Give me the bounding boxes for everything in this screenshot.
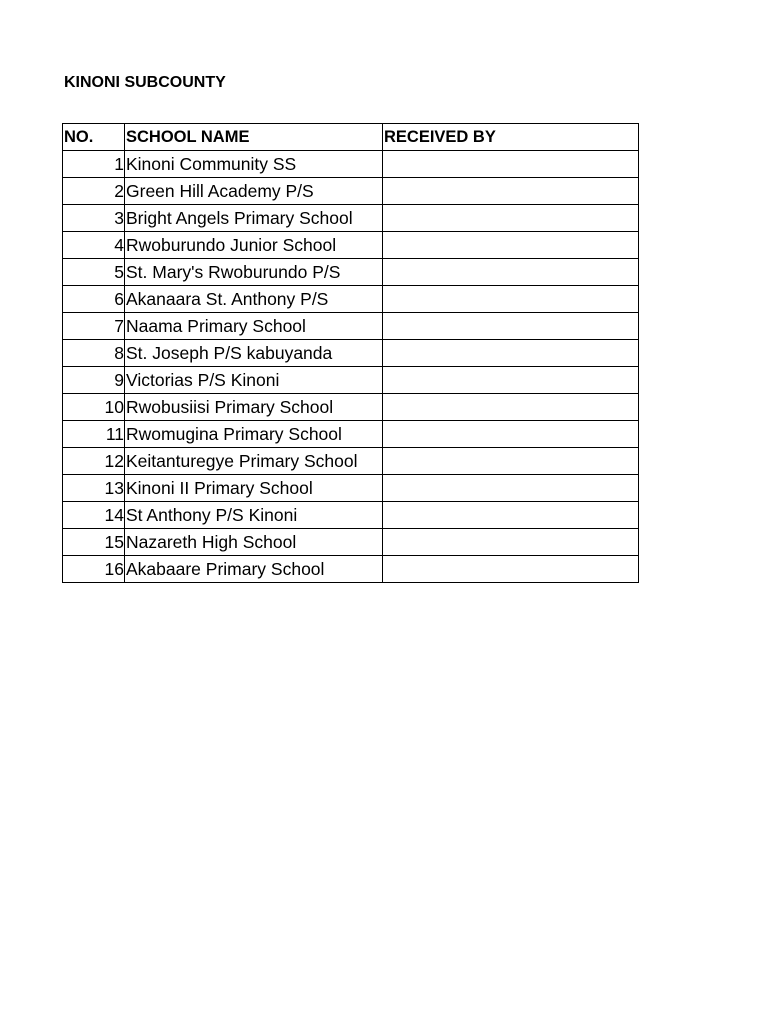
school-name-cell: Rwoburundo Junior School xyxy=(125,232,383,259)
table-body xyxy=(63,151,639,583)
row-number: 14 xyxy=(63,502,125,529)
row-number: 13 xyxy=(63,475,125,502)
received-by-cell[interactable] xyxy=(383,394,639,421)
school-name-cell: St. Joseph P/S kabuyanda xyxy=(125,340,383,367)
table-row xyxy=(63,367,639,394)
table-row xyxy=(63,259,639,286)
row-number: 6 xyxy=(63,286,125,313)
table-row xyxy=(63,502,639,529)
received-by-cell[interactable] xyxy=(383,502,639,529)
page-title: KINONI SUBCOUNTY xyxy=(64,74,226,91)
row-number: 9 xyxy=(63,367,125,394)
row-number: 8 xyxy=(63,340,125,367)
header-received-by: RECEIVED BY xyxy=(383,124,639,151)
received-by-cell[interactable] xyxy=(383,259,639,286)
table-row xyxy=(63,151,639,178)
table-row xyxy=(63,421,639,448)
received-by-cell[interactable] xyxy=(383,448,639,475)
school-name-cell: Kinoni II Primary School xyxy=(125,475,383,502)
received-by-cell[interactable] xyxy=(383,286,639,313)
row-number: 4 xyxy=(63,232,125,259)
received-by-cell[interactable] xyxy=(383,313,639,340)
received-by-cell[interactable] xyxy=(383,367,639,394)
table-row xyxy=(63,556,639,583)
header-school-name: SCHOOL NAME xyxy=(125,124,383,151)
school-name-cell: Green Hill Academy P/S xyxy=(125,178,383,205)
table-row xyxy=(63,340,639,367)
row-number: 16 xyxy=(63,556,125,583)
row-number: 12 xyxy=(63,448,125,475)
school-name-cell: Victorias P/S Kinoni xyxy=(125,367,383,394)
table-row xyxy=(63,205,639,232)
row-number: 2 xyxy=(63,178,125,205)
table-row xyxy=(63,313,639,340)
school-name-cell: St Anthony P/S Kinoni xyxy=(125,502,383,529)
header-no: NO. xyxy=(63,124,125,151)
school-name-cell: Nazareth High School xyxy=(125,529,383,556)
row-number: 5 xyxy=(63,259,125,286)
school-name-cell: Keitanturegye Primary School xyxy=(125,448,383,475)
school-name-cell: Akabaare Primary School xyxy=(125,556,383,583)
received-by-cell[interactable] xyxy=(383,421,639,448)
row-number: 11 xyxy=(63,421,125,448)
table-row xyxy=(63,448,639,475)
school-name-cell: Bright Angels Primary School xyxy=(125,205,383,232)
received-by-cell[interactable] xyxy=(383,340,639,367)
row-number: 10 xyxy=(63,394,125,421)
table-header-row xyxy=(63,124,639,151)
school-name-cell: Rwomugina Primary School xyxy=(125,421,383,448)
table-row xyxy=(63,178,639,205)
row-number: 1 xyxy=(63,151,125,178)
received-by-cell[interactable] xyxy=(383,178,639,205)
row-number: 7 xyxy=(63,313,125,340)
table-row xyxy=(63,394,639,421)
table-row xyxy=(63,232,639,259)
school-name-cell: Rwobusiisi Primary School xyxy=(125,394,383,421)
row-number: 15 xyxy=(63,529,125,556)
table-row xyxy=(63,475,639,502)
school-name-cell: Akanaara St. Anthony P/S xyxy=(125,286,383,313)
school-name-cell: Naama Primary School xyxy=(125,313,383,340)
received-by-cell[interactable] xyxy=(383,151,639,178)
schools-table xyxy=(62,123,639,583)
received-by-cell[interactable] xyxy=(383,232,639,259)
school-name-cell: Kinoni Community SS xyxy=(125,151,383,178)
table-row xyxy=(63,529,639,556)
received-by-cell[interactable] xyxy=(383,475,639,502)
received-by-cell[interactable] xyxy=(383,556,639,583)
received-by-cell[interactable] xyxy=(383,529,639,556)
school-name-cell: St. Mary's Rwoburundo P/S xyxy=(125,259,383,286)
row-number: 3 xyxy=(63,205,125,232)
received-by-cell[interactable] xyxy=(383,205,639,232)
table-row xyxy=(63,286,639,313)
